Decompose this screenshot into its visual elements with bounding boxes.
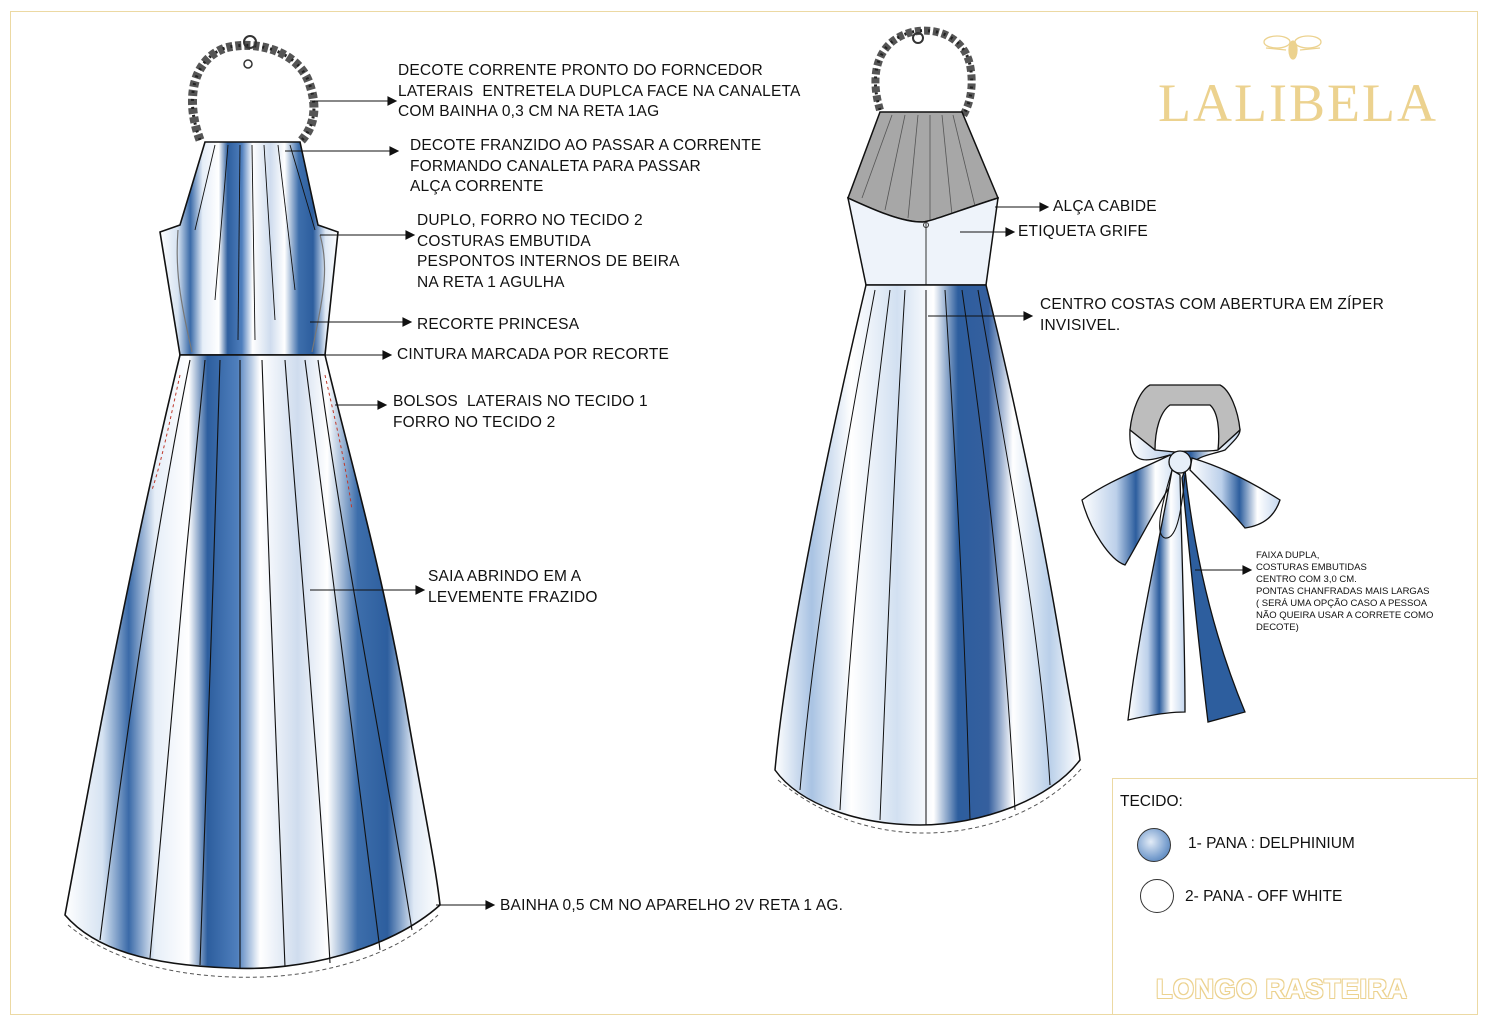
scarf-bow xyxy=(1082,385,1280,722)
callout-waist: CINTURA MARCADA POR RECORTE xyxy=(397,346,670,363)
callout-princess-seam: RECORTE PRINCESA xyxy=(417,316,580,333)
sheet-title: LONGO RASTEIRA xyxy=(1156,974,1408,1004)
back-dress xyxy=(775,31,1082,833)
legend-title: TECIDO: xyxy=(1120,793,1183,810)
callout-zipper: CENTRO COSTAS COM ABERTURA EM ZÍPER INVISIVEL. xyxy=(1040,296,1385,334)
legend-item-delphinium: 1- PANA : DELPHINIUM xyxy=(1188,835,1355,852)
bee-icon xyxy=(1264,36,1321,59)
callout-gathered-neckline: DECOTE FRANZIDO AO PASSAR A CORRENTE FORMANDO CANALETA PARA PASSAR ALÇA CORRENTE xyxy=(410,137,762,195)
back-skirt xyxy=(775,285,1080,825)
legend-item-off-white: 2- PANA - OFF WHITE xyxy=(1185,888,1343,905)
callout-hem: BAINHA 0,5 CM NO APARELHO 2V RETA 1 AG. xyxy=(500,897,844,914)
callout-brand-label: ETIQUETA GRIFE xyxy=(1018,223,1148,240)
callout-lining: DUPLO, FORRO NO TECIDO 2 COSTURAS EMBUTIDA PESPONTOS INTERNOS DE BEIRA NA RETA 1 AGULHA xyxy=(417,212,680,291)
fabric-swatch-delphinium xyxy=(1137,828,1171,862)
front-dress xyxy=(65,36,440,977)
callout-pockets: BOLSOS LATERAIS NO TECIDO 1 FORRO NO TECIDO 2 xyxy=(393,393,648,431)
fabric-swatch-off-white xyxy=(1140,879,1174,913)
front-bodice xyxy=(160,142,338,355)
chain-necklace-back xyxy=(875,31,971,120)
callout-neckline-chain: DECOTE CORRENTE PRONTO DO FORNCEDOR LATERAIS ENTRETELA DUPLCA FACE NA CANALETA COM BAINHA 0,3 CM NA RETA 1AG xyxy=(398,62,801,120)
chain-necklace-front xyxy=(192,36,313,142)
brand-logo: LALIBELA xyxy=(1158,73,1438,133)
callout-hanger-loop: ALÇA CABIDE xyxy=(1053,198,1157,215)
front-skirt xyxy=(65,355,440,968)
callout-skirt: SAIA ABRINDO EM A LEVEMENTE FRAZIDO xyxy=(428,568,598,606)
scarf-note: FAIXA DUPLA, COSTURAS EMBUTIDAS CENTRO COM 3,0 CM. PONTAS CHANFRADAS MAIS LARGAS ( SERÁ UMA OPÇÃO CASO A PESSOA NÃO QUEIRA USAR A CORRETE COMO DECOTE) xyxy=(1256,550,1434,633)
